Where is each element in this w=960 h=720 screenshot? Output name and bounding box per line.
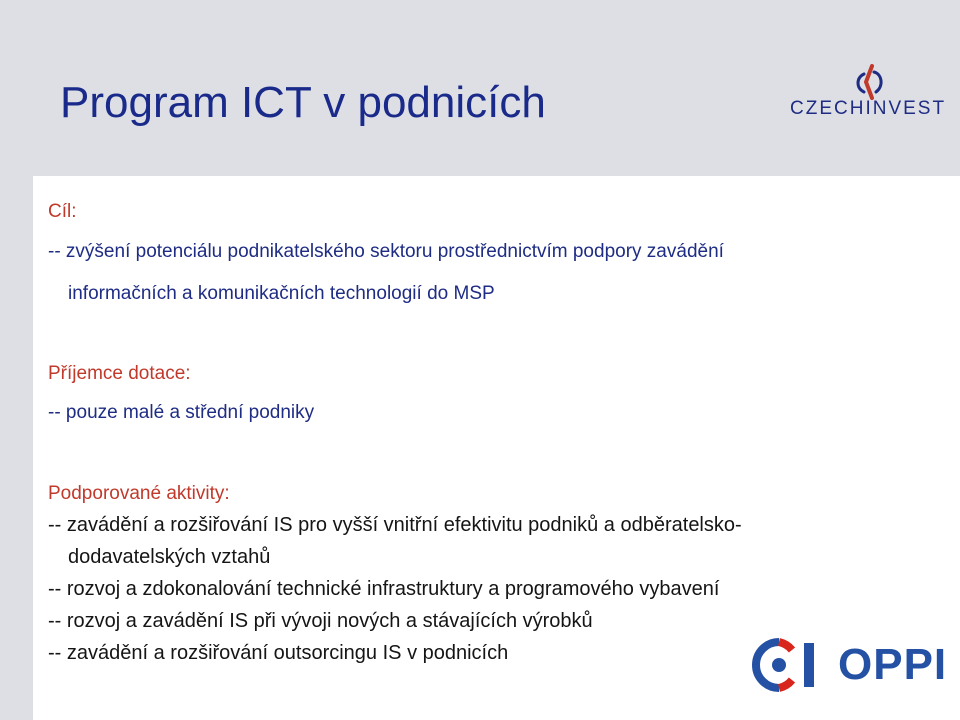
oppi-emblem-icon (752, 638, 834, 692)
goal-heading: Cíl: (48, 201, 77, 222)
activities-line-4: -- rozvoj a zavádění IS při vývoji nových a stávajících výrobků (48, 610, 593, 632)
czechinvest-czech: CZECH (790, 98, 866, 119)
recipient-line: -- pouze malé a střední podniky (48, 402, 315, 423)
goal-line-1: -- zvýšení potenciálu podnikatelského sektoru prostřednictvím podpory zavádění (48, 241, 724, 262)
goal-line-2: informačních a komunikačních technologií do MSP (68, 283, 495, 304)
czechinvest-invest: INVEST (865, 98, 947, 119)
czechinvest-logo (790, 64, 947, 128)
oppi-logo (752, 636, 948, 694)
oppi-wordmark: OPPI (838, 640, 948, 689)
activities-line-3: -- rozvoj a zdokonalování technické infrastruktury a programového vybavení (48, 578, 720, 600)
activities-line-5: -- zavádění a rozšiřování outsorcingu IS v podnicích (48, 642, 509, 664)
activities-line-2: dodavatelských vztahů (68, 546, 271, 568)
czechinvest-wordmark (790, 98, 946, 120)
activities-heading: Podporované aktivity: (48, 483, 230, 504)
activities-line-1: -- zavádění a rozšiřování IS pro vyšší vnitřní efektivitu podniků a odběratelsko- (48, 514, 742, 536)
czechinvest-mark-icon (852, 64, 886, 100)
recipient-heading: Příjemce dotace: (48, 363, 191, 384)
left-accent-bar (0, 0, 33, 720)
slide-title: Program ICT v podnicích (60, 78, 546, 127)
